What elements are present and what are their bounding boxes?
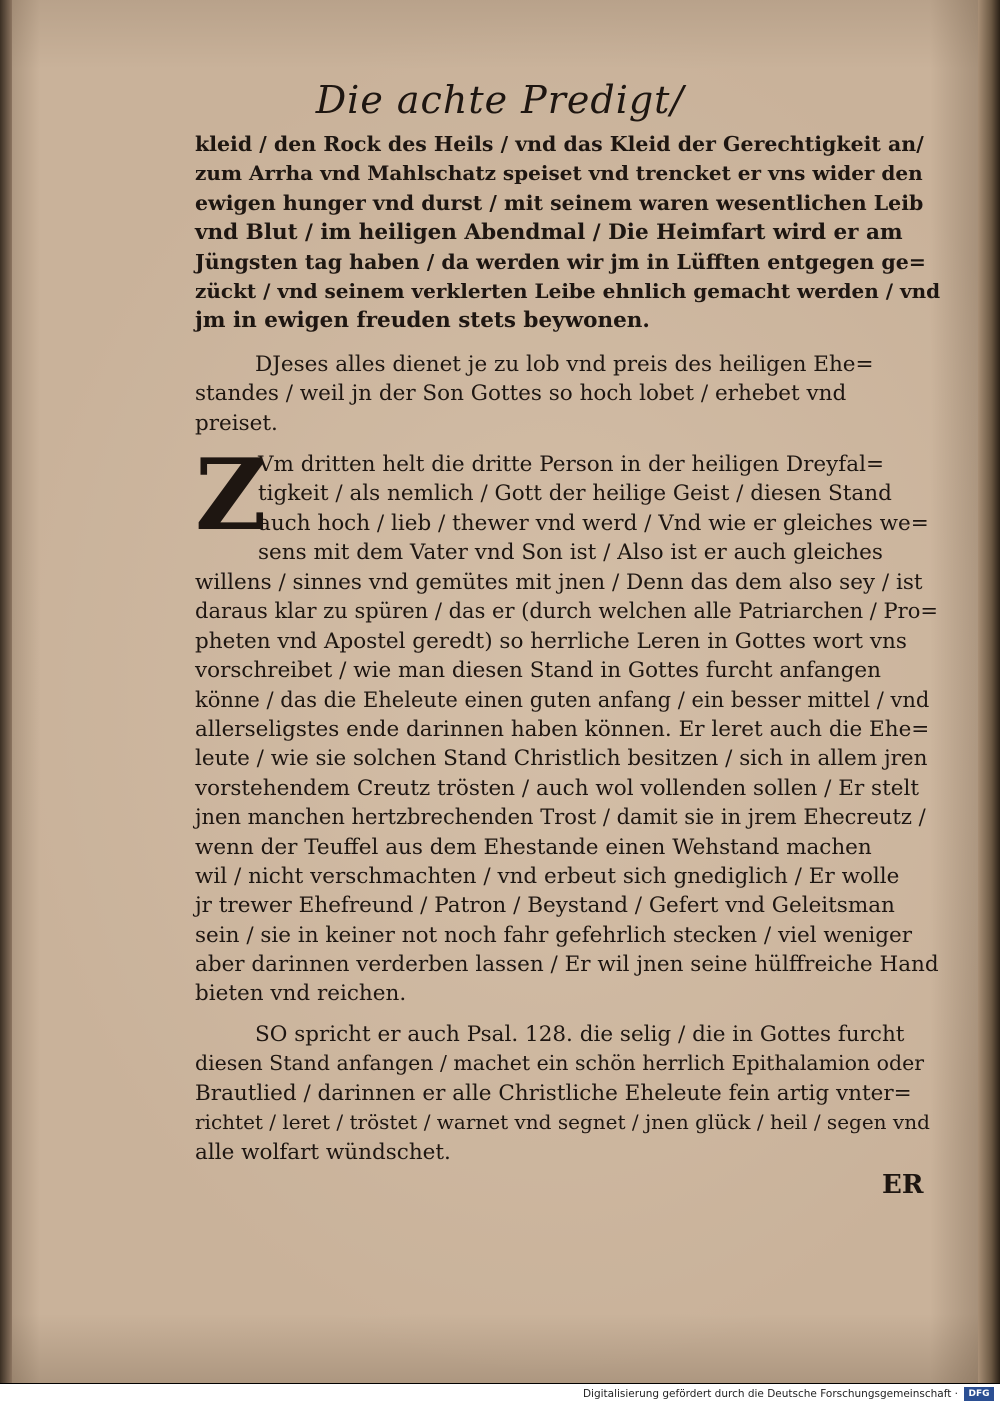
dfg-logo: DFG bbox=[964, 1387, 994, 1401]
text-line: jr trewer Ehefreund / Patron / Beystand / Gefert vnd Geleitsman bbox=[195, 893, 895, 919]
text-line: wenn der Teuffel aus dem Ehestande einen Wehstand machen bbox=[195, 834, 872, 860]
paragraph-3-head bbox=[258, 450, 940, 568]
paragraph-4 bbox=[195, 1020, 940, 1167]
text-line: tigkeit / als nemlich / Gott der heilige Geist / diesen Stand bbox=[258, 481, 892, 507]
paragraph-2 bbox=[195, 350, 940, 438]
paragraph-3 bbox=[195, 568, 940, 1009]
text-line: daraus klar zu spüren / das er (durch welchen alle Patriarchen / Pro= bbox=[195, 599, 938, 624]
text-line: vnd Blut / im heiligen Abendmal / Die Heimfart wird er am bbox=[195, 220, 903, 246]
text-line: könne / das die Eheleute einen guten anfang / ein besser mittel / vnd bbox=[195, 687, 930, 712]
text-line: jm in ewigen freuden stets beywonen. bbox=[195, 308, 650, 334]
drop-capital: Z bbox=[195, 438, 267, 553]
text-line: allerseligstes ende darinnen haben können. Er leret auch die Ehe= bbox=[195, 716, 930, 742]
text-line: alle wolfart wündschet. bbox=[195, 1139, 451, 1165]
text-line: diesen Stand anfangen / machet ein schön herrlich Epithalamion oder bbox=[195, 1051, 925, 1076]
digitization-footer bbox=[0, 1384, 1000, 1405]
text-line: aber darinnen verderben lassen / Er wil jnen seine hülffreiche Hand bbox=[195, 952, 939, 978]
running-head: Die achte Predigt/ bbox=[315, 78, 685, 122]
text-line: leute / wie sie solchen Stand Christlich besitzen / sich in allem jren bbox=[195, 746, 928, 772]
page-right-edge bbox=[978, 0, 1000, 1383]
catchword: ER bbox=[882, 1170, 924, 1200]
text-line: SO spricht er auch Psal. 128. die selig / die in Gottes furcht bbox=[255, 1022, 905, 1047]
text-line: kleid / den Rock des Heils / vnd das Kleid der Gerechtigkeit an/ bbox=[195, 132, 924, 156]
text-line: pheten vnd Apostel geredt) so herrliche Leren in Gottes wort vns bbox=[195, 628, 907, 654]
text-line: jnen manchen hertzbrechenden Trost / damit sie in jrem Ehecreutz / bbox=[195, 805, 926, 830]
text-line: willens / sinnes vnd gemütes mit jnen / Denn das dem also sey / ist bbox=[195, 570, 923, 595]
text-line: Brautlied / darinnen er alle Christliche Eheleute fein artig vnter= bbox=[195, 1080, 912, 1106]
text-line: Jüngsten tag haben / da werden wir jm in Lüfften entgegen ge= bbox=[195, 249, 926, 274]
text-line: ewigen hunger vnd durst / mit seinem waren wesentlichen Leib bbox=[195, 190, 924, 215]
text-line: vorschreibet / wie man diesen Stand in Gottes furcht anfangen bbox=[195, 658, 881, 684]
footer-credit-text: Digitalisierung gefördert durch die Deutsche Forschungsgemeinschaft · bbox=[582, 1388, 958, 1400]
page-left-edge bbox=[0, 0, 12, 1383]
text-line: sens mit dem Vater vnd Son ist / Also ist er auch gleiches bbox=[258, 540, 883, 566]
text-line: wil / nicht verschmachten / vnd erbeut sich gnediglich / Er wolle bbox=[195, 863, 900, 889]
paragraph-1 bbox=[195, 130, 940, 336]
text-line: vorstehendem Creutz trösten / auch wol vollenden sollen / Er stelt bbox=[195, 775, 919, 801]
text-line: auch hoch / lieb / thewer vnd werd / Vnd wie er gleiches we= bbox=[258, 510, 929, 536]
text-line: standes / weil jn der Son Gottes so hoch lobet / erhebet vnd bbox=[195, 381, 847, 407]
text-line: DJeses alles dienet je zu lob vnd preis des heiligen Ehe= bbox=[255, 352, 874, 377]
text-line: richtet / leret / tröstet / warnet vnd segnet / jnen glück / heil / segen vnd bbox=[195, 1110, 930, 1135]
text-line: preiset. bbox=[195, 410, 278, 436]
text-line: zum Arrha vnd Mahlschatz speiset vnd trencket er vns wider den bbox=[195, 161, 923, 186]
text-line: zückt / vnd seinem verklerten Leibe ehnlich gemacht werden / vnd bbox=[195, 278, 941, 303]
text-line: sein / sie in keiner not noch fahr gefehrlich stecken / viel weniger bbox=[195, 922, 913, 948]
text-line: Vm dritten helt die dritte Person in der heiligen Dreyfal= bbox=[258, 452, 884, 477]
text-line: bieten vnd reichen. bbox=[195, 981, 407, 1007]
